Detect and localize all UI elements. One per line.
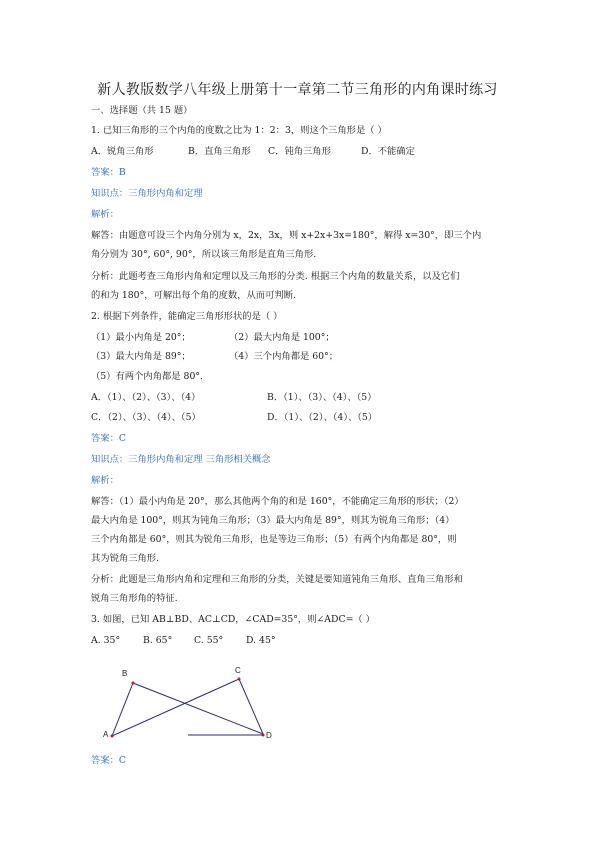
q2-option-b: B．（1）、（3）、（4）、（5） bbox=[267, 392, 377, 403]
label-b: B bbox=[122, 669, 128, 678]
point-b bbox=[132, 682, 135, 685]
q3-option-b: B. 65° bbox=[143, 635, 173, 646]
q2-option-a: A．（1）、（2）、（3）、（4） bbox=[91, 392, 201, 403]
label-a: A bbox=[103, 730, 109, 739]
q2-comment-line: 锐角三角形角的特征. bbox=[91, 593, 178, 604]
q1-knowledge: 知识点：三角形内角和定理 bbox=[91, 188, 203, 199]
q1-option-c: C．钝角三角形 bbox=[268, 146, 331, 157]
q3-stem: 3. 如图，已知 AB⊥BD、AC⊥CD，∠CAD=35°，则∠ADC=（ ） bbox=[91, 614, 375, 625]
q2-condition: （3）最大内角是 89°； bbox=[91, 351, 191, 362]
q1-option-a: A．锐角三角形 bbox=[91, 146, 154, 157]
q2-solution-line: 最大内角是 100°，则其为钝角三角形；（3）最大内角是 89°，则其为锐角三角形；（4） bbox=[91, 515, 455, 526]
q3-answer: 答案：C bbox=[91, 755, 127, 766]
q1-analysis-label: 解析： bbox=[91, 209, 119, 220]
geometry-figure bbox=[100, 662, 280, 744]
q2-answer: 答案：C bbox=[91, 433, 127, 444]
label-d: D bbox=[266, 731, 272, 740]
label-c: C bbox=[235, 666, 241, 675]
q2-condition: （5）有两个内角都是 80°． bbox=[91, 371, 210, 382]
q2-solution-line: 其为锐角三角形. bbox=[91, 553, 160, 564]
q2-option-c: C．（2）、（3）、（4）、（5） bbox=[91, 412, 201, 423]
q1-option-d: D．不能确定 bbox=[361, 146, 415, 157]
q2-analysis-label: 解析： bbox=[91, 475, 119, 486]
q2-stem: 2. 根据下列条件，能确定三角形形状的是（ ） bbox=[91, 311, 283, 322]
q2-option-d: D．（1）、（2）、（4）、（5） bbox=[267, 412, 378, 423]
q2-solution-line: 解答：（1）最小内角是 20°，那么其他两个角的和是 160°，不能确定三角形的形状；（2） bbox=[91, 496, 464, 507]
q1-answer: 答案：B bbox=[91, 167, 126, 178]
q2-knowledge: 知识点：三角形内角和定理 三角形相关概念 bbox=[91, 454, 271, 465]
point-a bbox=[111, 735, 114, 738]
q1-solution-line: 解答：由题意可设三个内角分别为 x，2x，3x，则 x+2x+3x=180°，解得 x=30°，即三个内 bbox=[91, 230, 482, 241]
q3-option-d: D. 45° bbox=[246, 635, 276, 646]
q2-comment-line: 分析：此题是三角形内角和定理和三角形的分类，关键是要知道钝角三角形、直角三角形和 bbox=[91, 574, 463, 585]
point-c bbox=[238, 678, 241, 681]
section-heading: 一、选择题（共 15 题） bbox=[91, 105, 193, 116]
q2-solution-line: 三个内角都是 60°，则其为锐角三角形，也是等边三角形；（5）有两个内角都是 80°，则 bbox=[91, 534, 457, 545]
page-title: 新人教版数学八年级上册第十一章第二节三角形的内角课时练习 bbox=[97, 82, 498, 98]
q1-comment-line: 的和为 180°，可解出每个角的度数，从而可判断. bbox=[91, 290, 296, 301]
q2-condition: （4）三个内角都是 60°； bbox=[229, 351, 339, 362]
point-d bbox=[262, 734, 265, 737]
q2-condition: （2）最大内角是 100°； bbox=[229, 332, 335, 343]
q1-stem: 1. 已知三角形的三个内角的度数之比为 1：2：3，则这个三角形是（ ） bbox=[91, 125, 387, 136]
q3-option-c: C. 55° bbox=[194, 635, 224, 646]
q1-solution-line: 角分别为 30°, 60°, 90°，所以该三角形是直角三角形. bbox=[91, 249, 317, 260]
q3-option-a: A. 35° bbox=[91, 635, 121, 646]
q2-condition: （1）最小内角是 20°； bbox=[91, 332, 191, 343]
q1-option-b: B．直角三角形 bbox=[188, 146, 251, 157]
segment-bd bbox=[133, 683, 263, 734]
q1-comment-line: 分析：此题考查三角形内角和定理以及三角形的分类. 根据三个内角的数量关系，以及它们 bbox=[91, 271, 460, 282]
